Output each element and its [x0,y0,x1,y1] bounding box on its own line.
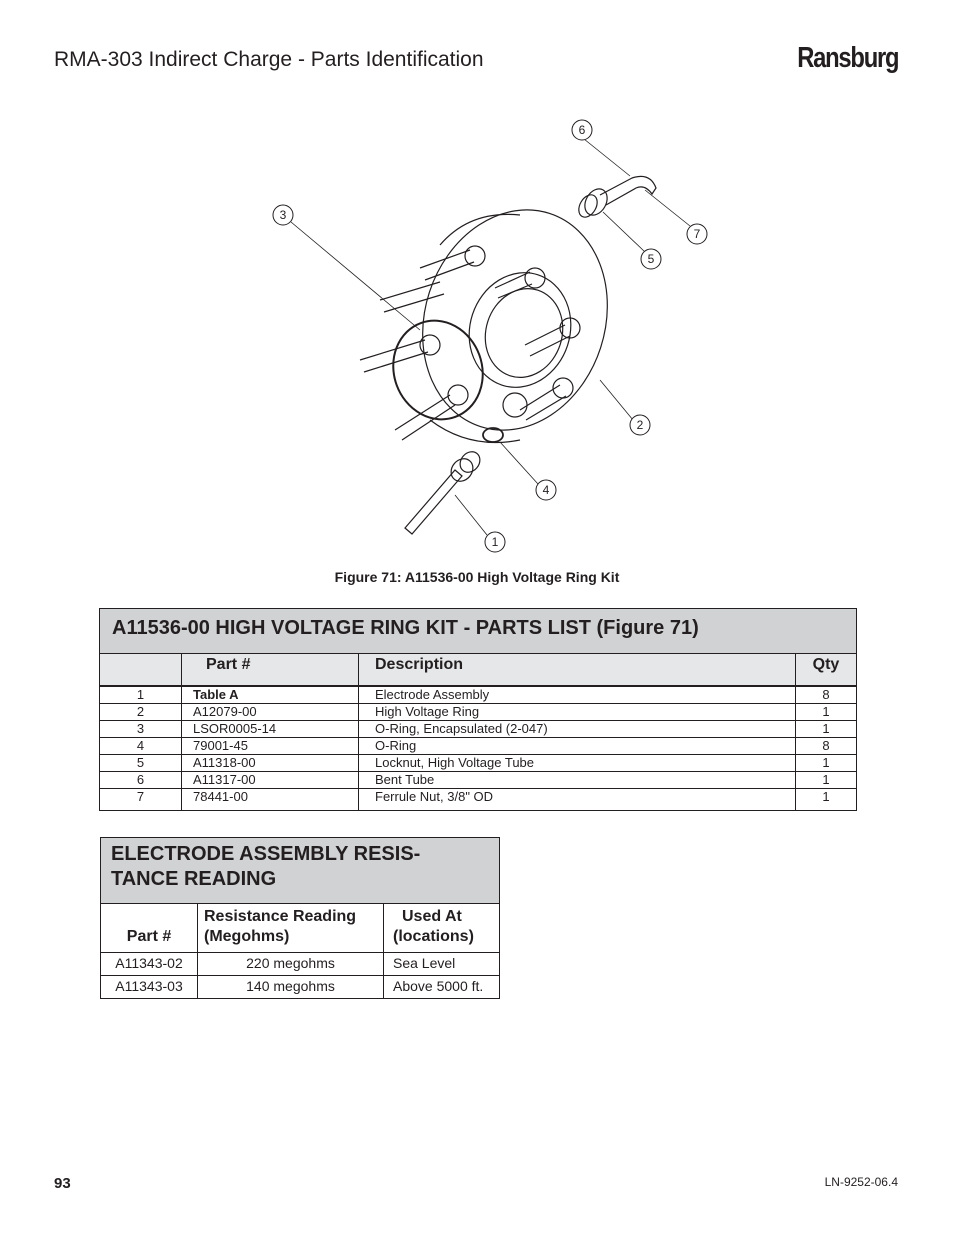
col-used-line2: (locations) [393,928,474,945]
resistance-title-line2: TANCE READING [111,868,277,890]
o-ring-encapsulated [380,308,497,432]
cell-desc: Ferrule Nut, 3/8" OD [359,789,796,810]
col-num [100,654,182,685]
cell-part: A11317-00 [182,772,359,788]
figure-caption: Figure 71: A11536-00 High Voltage Ring Kit [334,569,620,585]
cell-num: 2 [100,704,182,720]
cell-num: 7 [100,789,182,810]
table-row [100,704,856,721]
cell-desc: Locknut, High Voltage Tube [359,755,796,771]
col-part: Part # [101,904,198,952]
cell-num: 5 [100,755,182,771]
table-row [100,789,856,810]
page-number: 93 [54,1175,71,1192]
cell-desc: High Voltage Ring [359,704,796,720]
col-reading-line2: (Megohms) [204,928,290,945]
table-row [100,738,856,755]
table-row [101,953,499,976]
col-used-line1: Used At [402,908,462,925]
cell-num: 1 [100,687,182,703]
cell-used: Above 5000 ft. [393,978,484,994]
cell-num: 4 [100,738,182,754]
cell-reading: 220 megohms [198,953,384,975]
svg-text:5: 5 [647,252,655,266]
table-row [100,755,856,772]
resistance-title-line1: ELECTRODE ASSEMBLY RESIS- [111,843,421,865]
callout-5 [641,249,661,269]
callout-2 [630,415,650,435]
parts-list-header [100,654,856,687]
parts-list-table [99,608,857,811]
col-reading [198,904,384,952]
cell-qty: 1 [822,789,830,804]
svg-text:2: 2 [636,418,644,432]
table-row [100,721,856,738]
cell-num: 6 [100,772,182,788]
cell-part: LSOR0005-14 [182,721,359,737]
cell-used: Sea Level [393,955,456,971]
svg-text:1: 1 [491,535,499,549]
cell-desc: Bent Tube [359,772,796,788]
table-row [100,772,856,789]
bent-tube [600,176,656,205]
cell-part: Table A [182,687,359,703]
resistance-title [101,838,499,904]
document-number: LN-9252-06.4 [824,1175,898,1189]
col-part: Part # [182,654,359,685]
cell-qty: 1 [822,772,830,787]
svg-text:6: 6 [578,123,586,137]
resistance-header [101,904,499,953]
parts-list-title: A11536-00 HIGH VOLTAGE RING KIT - PARTS LIST (Figure 71) [100,609,856,654]
callout-4 [536,480,556,500]
col-description: Description [359,654,796,685]
col-qty: Qty [812,656,840,673]
callout-7 [687,224,707,244]
cell-num: 3 [100,721,182,737]
small-o-ring [483,428,503,442]
cell-part: A12079-00 [182,704,359,720]
cell-reading: 140 megohms [198,976,384,998]
ring-inner [455,259,586,400]
table-row [101,976,499,998]
exploded-diagram [250,110,720,560]
cell-qty: 1 [822,721,830,736]
cell-part: 79001-45 [182,738,359,754]
callout-3 [273,205,293,225]
cell-qty: 8 [822,738,830,753]
cell-part: A11343-02 [101,953,198,975]
svg-text:4: 4 [542,483,550,497]
resistance-table [100,837,500,999]
electrode-assembly [405,470,462,534]
cell-qty: 8 [822,687,830,702]
brand-logo: Ransburg [796,42,898,74]
cell-qty: 1 [822,755,830,770]
svg-text:3: 3 [279,208,287,222]
col-used-at [384,904,499,952]
table-row [100,687,856,704]
cell-desc: O-Ring, Encapsulated (2-047) [359,721,796,737]
cell-qty: 1 [822,704,830,719]
cell-desc: Electrode Assembly [359,687,796,703]
cell-part: A11343-03 [101,976,198,998]
page-title: RMA-303 Indirect Charge - Parts Identification [54,48,484,71]
svg-text:7: 7 [693,227,701,241]
cell-desc: O-Ring [359,738,796,754]
callout-6 [572,120,592,140]
col-reading-line1: Resistance Reading [204,908,357,925]
callout-1 [485,532,505,552]
cell-part: A11318-00 [182,755,359,771]
cell-part: 78441-00 [182,789,359,810]
